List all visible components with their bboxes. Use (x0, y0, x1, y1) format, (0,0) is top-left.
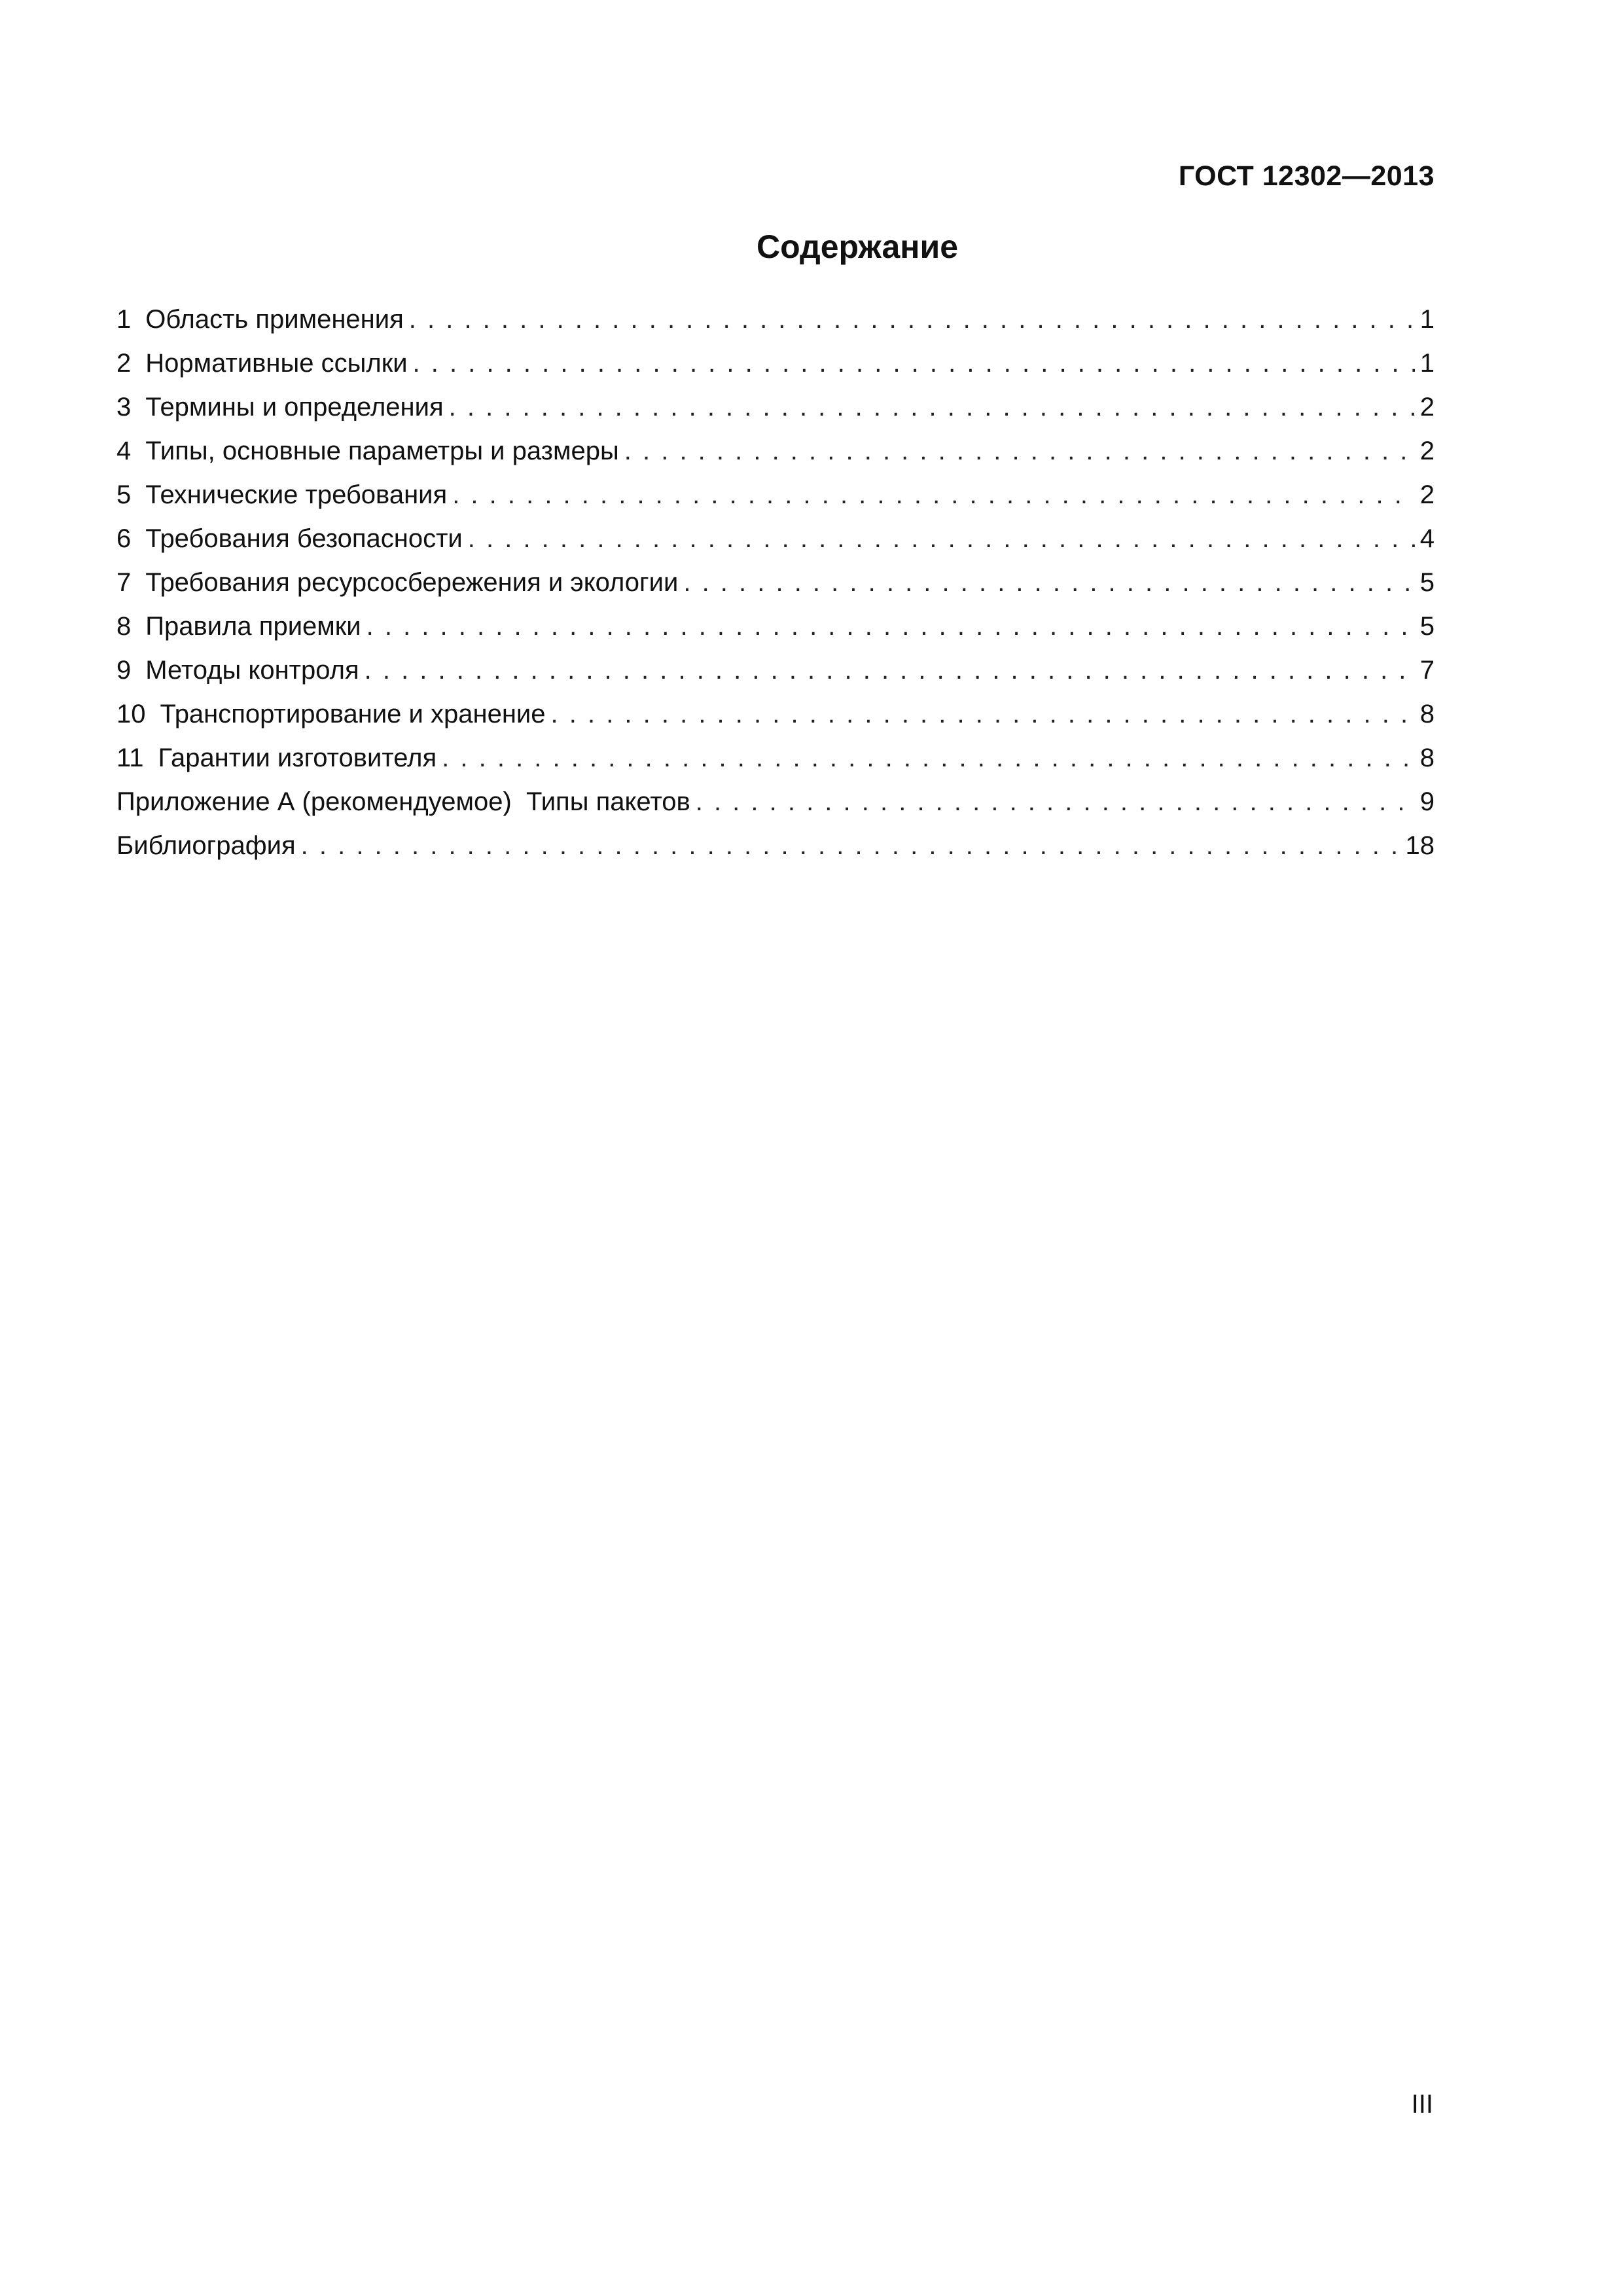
toc-entry-number: 9 (116, 656, 132, 685)
toc-entry[interactable] (116, 561, 1435, 605)
toc-entry-page: 1 (1419, 305, 1435, 334)
toc-entry-number: 6 (116, 524, 132, 553)
toc-leader-dots (301, 824, 1400, 868)
toc-entry-label: 1 Область применения (116, 298, 404, 342)
toc-entry-label: 10 Транспортирование и хранение (116, 692, 546, 736)
toc-entry-page: 5 (1419, 612, 1435, 641)
toc-leader-dots (449, 386, 1415, 429)
toc-entry-number: 8 (116, 612, 132, 641)
toc-entry-number: 4 (116, 437, 132, 465)
toc-leader-dots (468, 517, 1415, 561)
toc-entry[interactable] (116, 692, 1435, 736)
toc-leader-dots (696, 780, 1415, 824)
toc-entry[interactable] (116, 429, 1435, 473)
toc-entry-label: 7 Требования ресурсосбережения и экологии (116, 561, 678, 605)
toc-entry-page: 5 (1419, 568, 1435, 597)
toc-entry[interactable] (116, 473, 1435, 517)
table-of-contents (116, 298, 1435, 868)
toc-entry-label: 9 Методы контроля (116, 649, 359, 692)
toc-leader-dots (409, 298, 1415, 342)
toc-leader-dots (551, 692, 1415, 736)
toc-entry-page: 1 (1419, 349, 1435, 378)
toc-entry[interactable] (116, 517, 1435, 561)
toc-entry-number: 3 (116, 393, 132, 422)
toc-entry-page: 7 (1419, 656, 1435, 685)
toc-entry-label: 8 Правила приемки (116, 605, 361, 649)
toc-leader-dots (366, 605, 1415, 649)
toc-entry[interactable] (116, 342, 1435, 386)
toc-entry[interactable] (116, 649, 1435, 692)
toc-entry-label: 6 Требования безопасности (116, 517, 463, 561)
toc-entry-page: 2 (1419, 480, 1435, 509)
toc-entry-bibliography[interactable] (116, 824, 1435, 868)
document-code: ГОСТ 12302—2013 (1178, 160, 1435, 192)
toc-entry[interactable] (116, 605, 1435, 649)
toc-entry-number: 10 (116, 700, 146, 728)
toc-entry-number: 11 (116, 744, 144, 772)
toc-entry-label: Библиография (116, 831, 296, 860)
toc-entry-appendix[interactable] (116, 780, 1435, 824)
toc-leader-dots (442, 736, 1415, 780)
toc-entry[interactable] (116, 298, 1435, 342)
toc-entry-label: 5 Технические требования (116, 473, 447, 517)
toc-entry-label: 11 Гарантии изготовителя (116, 736, 437, 780)
toc-leader-dots (624, 429, 1415, 473)
toc-entry-number: 7 (116, 568, 132, 597)
toc-entry-number: 2 (116, 349, 132, 378)
toc-entry-number: 1 (116, 305, 132, 334)
page-number: III (1411, 2090, 1433, 2119)
toc-entry-page: 2 (1419, 393, 1435, 422)
toc-entry-page: 9 (1419, 787, 1435, 816)
toc-leader-dots (413, 342, 1415, 386)
toc-entry[interactable] (116, 386, 1435, 429)
toc-entry-page: 8 (1419, 700, 1435, 728)
toc-entry[interactable] (116, 736, 1435, 780)
toc-leader-dots (452, 473, 1415, 517)
toc-entry-number: 5 (116, 480, 132, 509)
toc-entry-label: Приложение А (рекомендуемое) Типы пакетов (116, 787, 690, 816)
toc-title: Содержание (756, 228, 959, 265)
toc-entry-label: 3 Термины и определения (116, 386, 444, 429)
toc-entry-page: 2 (1419, 437, 1435, 465)
toc-entry-page: 18 (1405, 831, 1435, 860)
toc-leader-dots (365, 649, 1415, 692)
toc-entry-page: 8 (1419, 744, 1435, 772)
toc-entry-label: 2 Нормативные ссылки (116, 342, 408, 386)
toc-entry-label: 4 Типы, основные параметры и размеры (116, 429, 619, 473)
toc-entry-page: 4 (1419, 524, 1435, 553)
toc-leader-dots (683, 561, 1414, 605)
